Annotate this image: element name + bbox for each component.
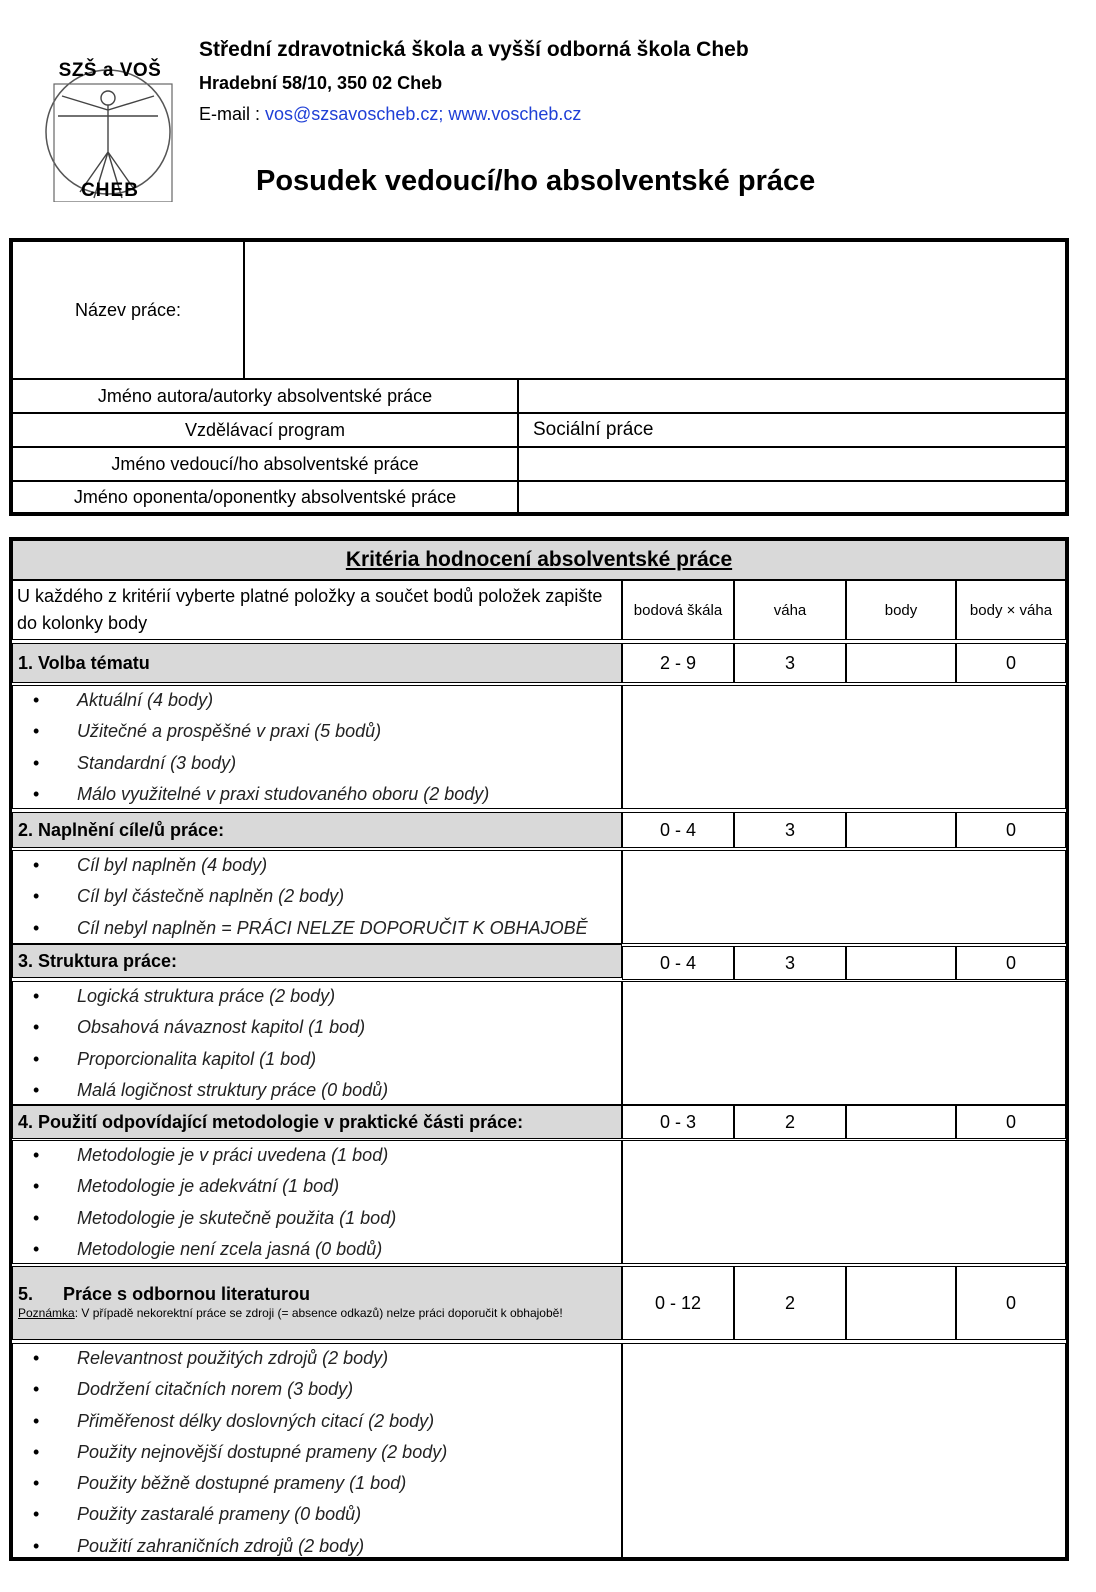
program-label: Vzdělávací program [12, 413, 518, 447]
criteria-table [9, 537, 1069, 1561]
section-2-points-field[interactable] [846, 812, 956, 848]
criteria-item: • Použití zahraničních zdrojů (2 body) [13, 1532, 623, 1563]
criteria-item: • Užitečné a prospěšné v praxi (5 bodů) [13, 717, 623, 748]
criteria-item: • Dodržení citačních norem (3 body) [13, 1375, 623, 1406]
section-3-points-field[interactable] [846, 946, 956, 980]
criteria-item: • Logická struktura práce (2 body) [13, 982, 623, 1013]
email-link[interactable]: vos@szsavoscheb.cz [265, 104, 439, 124]
author-field[interactable] [518, 379, 1066, 413]
note-text: : V případě nekorektní práce se zdroji (= absence odkazů) nelze práci doporučit k obhajobě! [74, 1306, 563, 1320]
school-contact [199, 104, 581, 125]
section-2-weight: 3 [734, 812, 846, 848]
opponent-field[interactable] [518, 481, 1066, 513]
section-2-items-cell [12, 850, 622, 944]
section-4-items [13, 1141, 623, 1266]
section-5-title: 5. Práce s odbornou literaturou [18, 1284, 311, 1304]
section-4-total: 0 [956, 1105, 1066, 1139]
criteria-item: • Cíl nebyl naplněn = PRÁCI NELZE DOPORUČIT K OBHAJOBĚ [13, 914, 623, 945]
section-4-scale: 0 - 3 [622, 1105, 734, 1139]
document-title: Posudek vedoucí/ho absolventské práce [256, 165, 816, 197]
supervisor-label: Jméno vedoucí/ho absolventské práce [12, 447, 518, 481]
section-4-items-cell [12, 1140, 622, 1264]
section-3-items [13, 982, 623, 1107]
section-1-weight: 3 [734, 643, 846, 683]
section-2-comment-cell [622, 850, 1066, 944]
criteria-item: • Cíl byl částečně naplněn (2 body) [13, 882, 623, 913]
section-5-weight: 2 [734, 1266, 846, 1340]
contact-separator: ; [438, 104, 449, 124]
criteria-item: • Přiměřenost délky doslovných citací (2 body) [13, 1407, 623, 1438]
school-name: Střední zdravotnická škola a vyšší odborná škola Cheb [199, 38, 749, 61]
opponent-label: Jméno oponenta/oponentky absolventské práce [12, 481, 518, 513]
logo-bottom-text: CHEB [81, 180, 139, 201]
logo-top-text: SZŠ a VOŠ [58, 60, 162, 81]
thesis-name-field[interactable] [244, 241, 1066, 379]
section-2-title: 2. Naplnění cíle/ů práce: [12, 812, 622, 848]
criteria-item: • Relevantnost použitých zdrojů (2 body) [13, 1344, 623, 1375]
criteria-item: • Použity nejnovější dostupné prameny (2 body) [13, 1438, 623, 1469]
section-1-title: 1. Volba tématu [12, 643, 622, 683]
section-2-scale: 0 - 4 [622, 812, 734, 848]
section-1-points-field[interactable] [846, 643, 956, 683]
section-5-points-field[interactable] [846, 1266, 956, 1340]
criteria-item: • Malá logičnost struktury práce (0 bodů) [13, 1076, 623, 1107]
section-4-points-field[interactable] [846, 1105, 956, 1139]
criteria-item: • Metodologie je v práci uvedena (1 bod) [13, 1141, 623, 1172]
program-field[interactable]: Sociální práce [518, 413, 1066, 447]
section-5-items-cell [12, 1343, 622, 1558]
criteria-item: • Cíl byl naplněn (4 body) [13, 851, 623, 882]
section-4-weight: 2 [734, 1105, 846, 1139]
section-5-scale: 0 - 12 [622, 1266, 734, 1340]
criteria-item: • Obsahová návaznost kapitol (1 bod) [13, 1013, 623, 1044]
section-3-weight: 3 [734, 946, 846, 980]
school-address: Hradební 58/10, 350 02 Cheb [199, 73, 443, 93]
section-4-comment-cell [622, 1140, 1066, 1264]
thesis-info-table [9, 238, 1069, 516]
section-5-comment-cell [622, 1343, 1066, 1558]
col-header-points: body [846, 580, 956, 640]
criteria-item: • Použity běžně dostupné prameny (1 bod) [13, 1469, 623, 1500]
supervisor-field[interactable] [518, 447, 1066, 481]
criteria-item: • Aktuální (4 body) [13, 686, 623, 717]
section-3-scale: 0 - 4 [622, 946, 734, 980]
section-1-comment-cell [622, 685, 1066, 809]
section-4-title: 4. Použití odpovídající metodologie v praktické části práce: [12, 1105, 622, 1139]
criteria-item: • Metodologie je skutečně použita (1 bod) [13, 1204, 623, 1235]
col-header-total: body × váha [956, 580, 1066, 640]
section-1-total: 0 [956, 643, 1066, 683]
section-5-title-cell [12, 1266, 622, 1340]
section-3-total: 0 [956, 946, 1066, 980]
section-1-scale: 2 - 9 [622, 643, 734, 683]
thesis-name-label: Název práce: [12, 241, 244, 379]
section-3-title: 3. Struktura práce: [12, 944, 622, 978]
section-3-items-cell [12, 981, 622, 1105]
col-header-weight: váha [734, 580, 846, 640]
section-5-items [13, 1344, 623, 1563]
criteria-item: • Málo využitelné v praxi studovaného oboru (2 body) [13, 780, 623, 811]
section-1-items [13, 686, 623, 811]
criteria-intro: U každého z kritérií vyberte platné položky a součet bodů položek zapište do kolonky body [12, 580, 622, 640]
criteria-item: • Metodologie není zcela jasná (0 bodů) [13, 1235, 623, 1266]
section-5-note [18, 1305, 578, 1322]
criteria-title: Kritéria hodnocení absolventské práce [12, 540, 1066, 580]
criteria-item: • Proporcionalita kapitol (1 bod) [13, 1045, 623, 1076]
web-link[interactable]: www.voscheb.cz [448, 104, 582, 124]
author-label: Jméno autora/autorky absolventské práce [12, 379, 518, 413]
section-2-total: 0 [956, 812, 1066, 848]
criteria-item: • Metodologie je adekvátní (1 bod) [13, 1172, 623, 1203]
criteria-item: • Použity zastaralé prameny (0 bodů) [13, 1500, 623, 1531]
section-5-total: 0 [956, 1266, 1066, 1340]
school-logo [40, 52, 180, 202]
criteria-item: • Standardní (3 body) [13, 749, 623, 780]
col-header-scale: bodová škála [622, 580, 734, 640]
section-2-items [13, 851, 623, 945]
note-label: Poznámka [18, 1306, 75, 1320]
email-label: E-mail : [199, 104, 266, 124]
section-1-items-cell [12, 685, 622, 809]
section-3-comment-cell [622, 981, 1066, 1105]
